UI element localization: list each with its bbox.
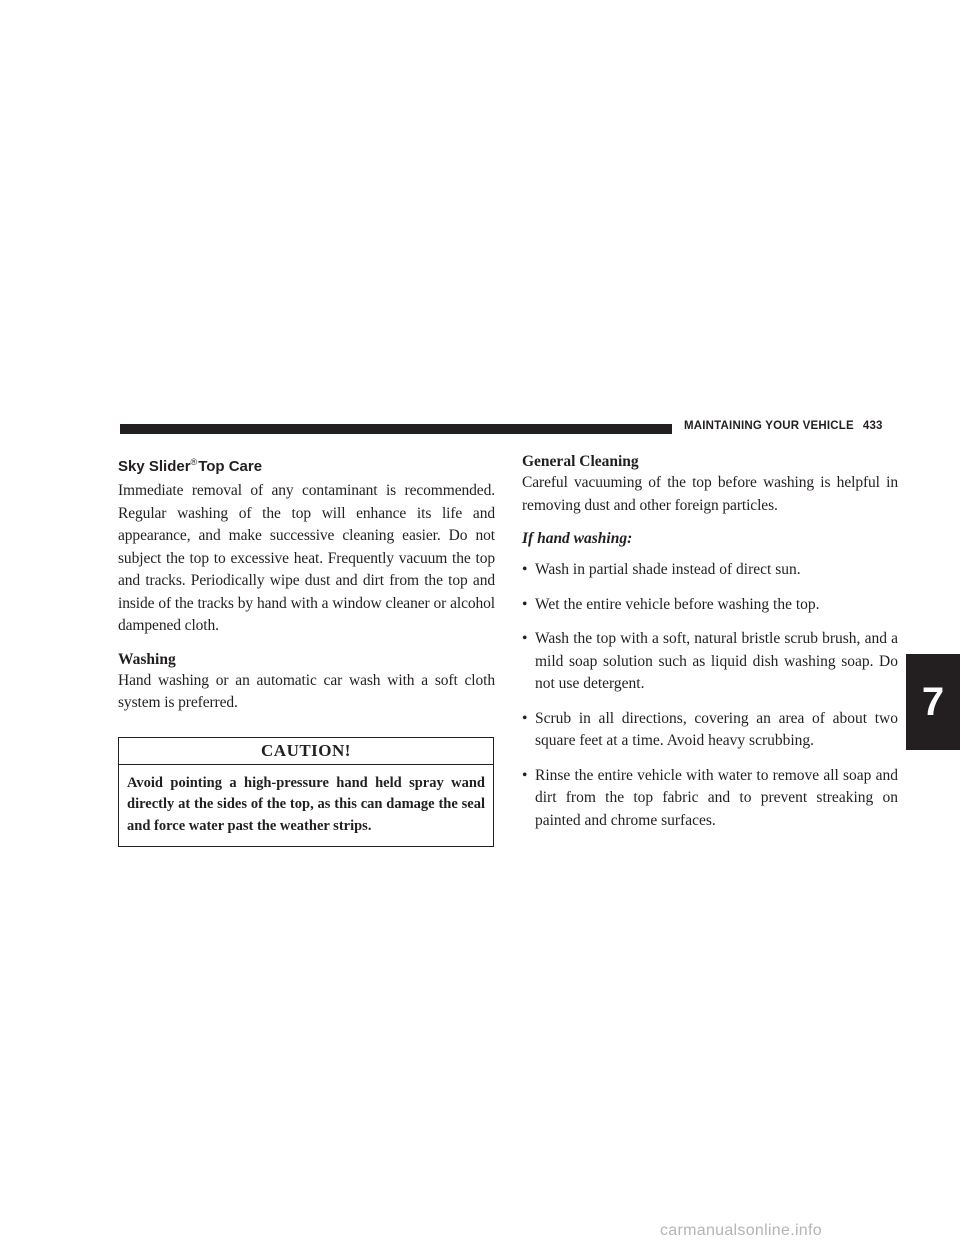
left-column bbox=[118, 452, 495, 847]
intro-paragraph: Immediate removal of any contaminant is recommended. Regular washing of the top will enhance its life and appearance, and make successive cleaning easier. Do not subject the top to excessive heat. Frequently vacuum the top and tracks. Periodically wipe dust and dirt from the top and inside of the tracks by hand with a window cleaner or alcohol dampened cloth. bbox=[118, 482, 495, 634]
chapter-tab: 7 bbox=[906, 654, 960, 750]
washing-paragraph: Hand washing or an automatic car wash with a soft cloth system is preferred. bbox=[118, 671, 495, 711]
list-item: • Wash the top with a soft, natural bristle scrub brush, and a mild soap solution such as liquid dish washing soap. Do not use detergent. bbox=[522, 630, 898, 692]
list-item: • Scrub in all directions, covering an area of about two square feet at a time. Avoid heavy scrubbing. bbox=[522, 709, 898, 749]
hand-washing-heading: If hand washing: bbox=[522, 530, 633, 547]
watermark: carmanualsonline.info bbox=[660, 1222, 822, 1239]
registered-mark: ® bbox=[190, 457, 198, 467]
caution-box bbox=[118, 737, 494, 848]
list-item: • Wet the entire vehicle before washing the top. bbox=[522, 594, 898, 617]
caution-title: CAUTION! bbox=[119, 738, 493, 765]
running-header bbox=[684, 420, 883, 432]
hand-washing-list bbox=[522, 559, 898, 832]
caution-text: Avoid pointing a high-pressure hand held spray wand directly at the sides of the top, as this can damage the seal and force water past the weather strips. bbox=[127, 774, 485, 834]
general-cleaning-paragraph: Careful vacuuming of the top before washing is helpful in removing dust and other foreign particles. bbox=[522, 474, 898, 514]
right-column bbox=[522, 452, 898, 844]
bullet-icon: • bbox=[522, 709, 528, 727]
list-item: • Rinse the entire vehicle with water to remove all soap and dirt from the top fabric and to prevent streaking on painted and chrome surfaces. bbox=[522, 766, 898, 829]
general-cleaning-heading: General Cleaning bbox=[522, 453, 639, 470]
section-title: MAINTAINING YOUR VEHICLE bbox=[684, 420, 854, 432]
page-number: 433 bbox=[862, 420, 883, 432]
list-item: • Wash in partial shade instead of direct sun. bbox=[522, 559, 898, 582]
sky-slider-heading: Sky Slider®Top Care bbox=[118, 457, 263, 475]
bullet-icon: • bbox=[522, 766, 528, 784]
bullet-icon: • bbox=[522, 595, 528, 613]
header-rule bbox=[120, 424, 672, 434]
bullet-icon: • bbox=[522, 630, 528, 647]
washing-heading: Washing bbox=[118, 650, 176, 668]
bullet-icon: • bbox=[522, 561, 528, 578]
